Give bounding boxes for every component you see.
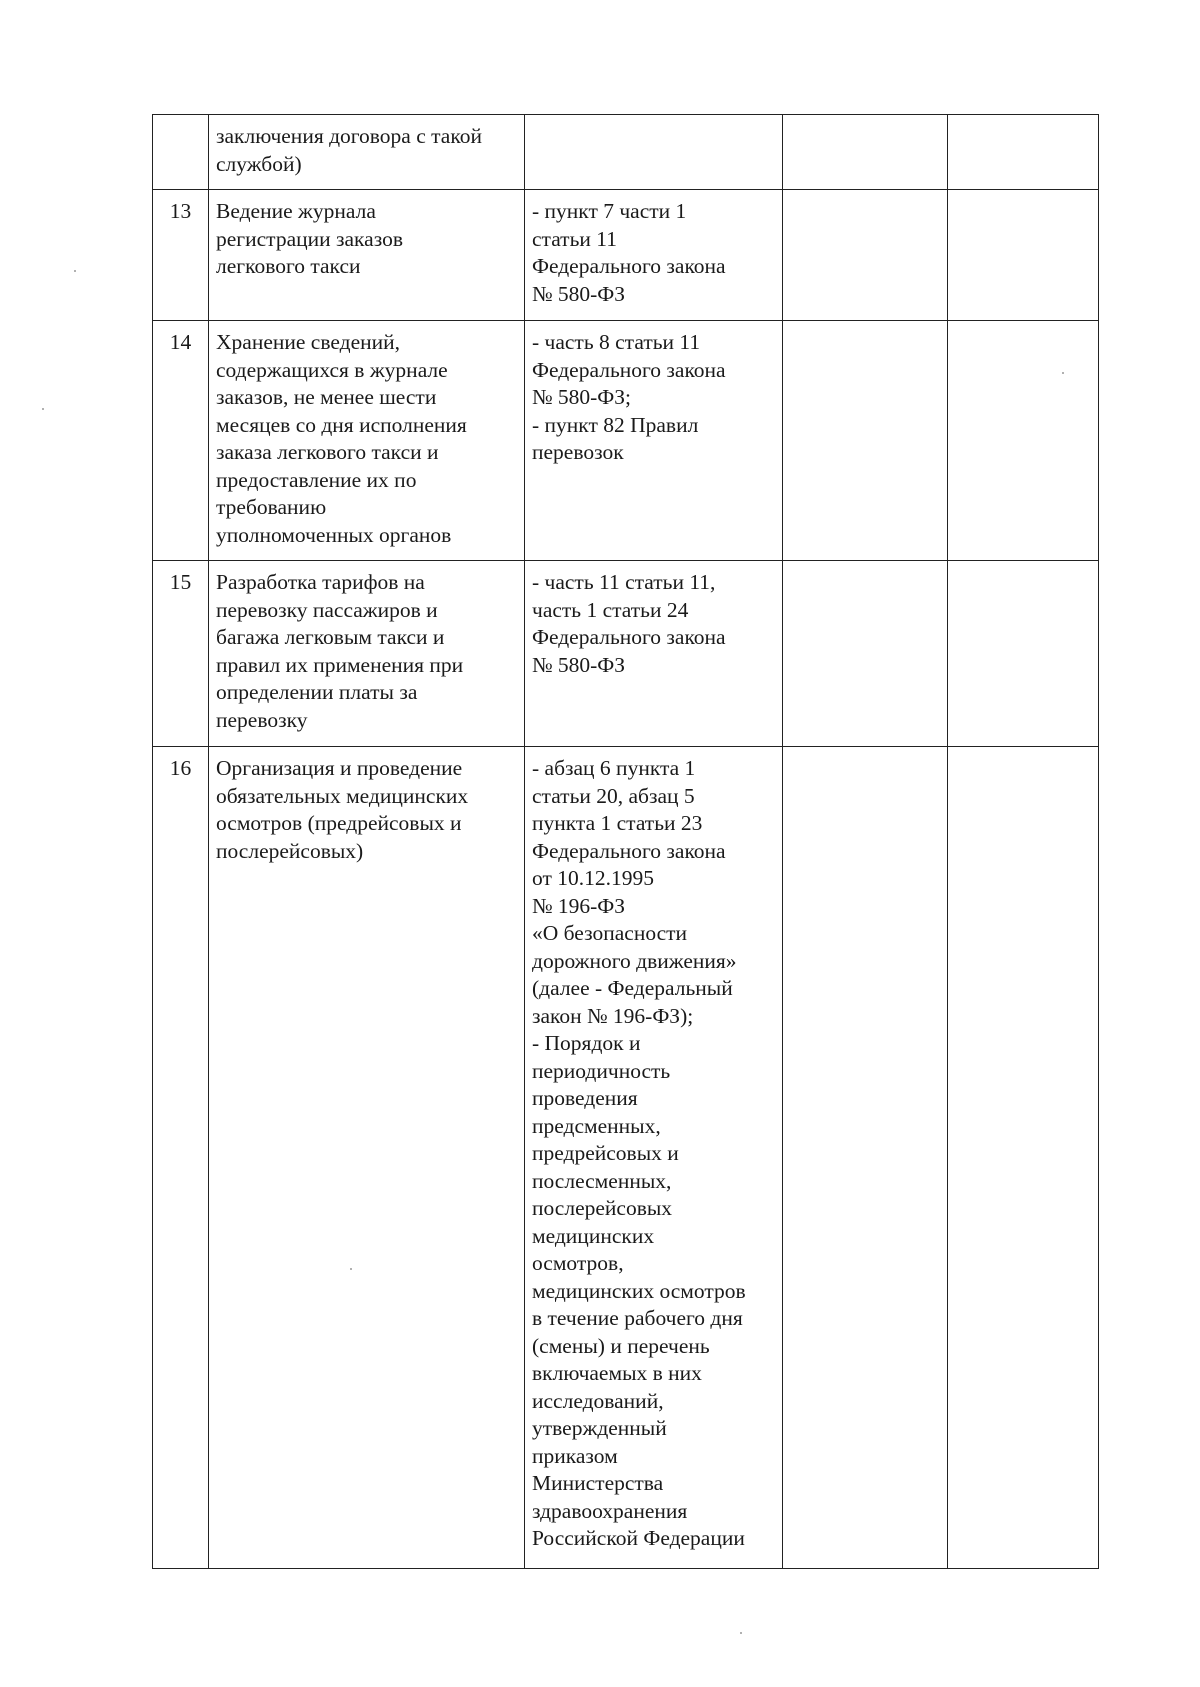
table-row	[153, 321, 1099, 561]
empty-cell	[948, 561, 1099, 747]
requirement-cell: Хранение сведений, содержащихся в журнале заказов, не менее шести месяцев со дня исполнения заказа легкового такси и предоставление их по требованию уполномоченных органов	[209, 321, 525, 561]
empty-cell	[783, 321, 948, 561]
table-row	[153, 747, 1099, 1569]
empty-cell	[783, 115, 948, 190]
table-row	[153, 561, 1099, 747]
empty-cell	[948, 115, 1099, 190]
table-row	[153, 115, 1099, 190]
requirement-cell: Разработка тарифов на перевозку пассажиров и багажа легковым такси и правил их применения при определении платы за перевозку	[209, 561, 525, 747]
empty-cell	[783, 747, 948, 1569]
requirements-table	[152, 114, 1099, 1569]
row-number	[153, 115, 209, 190]
empty-cell	[948, 747, 1099, 1569]
requirement-cell: Ведение журнала регистрации заказов легкового такси	[209, 190, 525, 321]
legal-basis-cell: - часть 11 статьи 11, часть 1 статьи 24 Федерального закона № 580-ФЗ	[525, 561, 783, 747]
empty-cell	[783, 190, 948, 321]
scan-speck	[74, 270, 76, 272]
empty-cell	[948, 321, 1099, 561]
legal-basis-cell: - часть 8 статьи 11 Федерального закона № 580-ФЗ; - пункт 82 Правил перевозок	[525, 321, 783, 561]
scan-speck	[350, 1268, 352, 1270]
empty-cell	[783, 561, 948, 747]
scan-speck	[740, 1632, 742, 1634]
table-row	[153, 190, 1099, 321]
requirement-cell: Организация и проведение обязательных медицинских осмотров (предрейсовых и послерейсовых)	[209, 747, 525, 1569]
legal-basis-cell: - абзац 6 пункта 1 статьи 20, абзац 5 пункта 1 статьи 23 Федерального закона от 10.12.1995 № 196-ФЗ «О безопасности дорожного движения» (далее - Федеральный закон № 196-ФЗ); - Порядок и периодичность проведения предсменных, предрейсовых и послесменных, послерейсовых медицинских осмотров, медицинских осмотров в течение рабочего дня (смены) и перечень включаемых в них исследований, утвержденный приказом Министерства здравоохранения Российской Федерации	[525, 747, 783, 1569]
empty-cell	[948, 190, 1099, 321]
requirement-cell: заключения договора с такой службой)	[209, 115, 525, 190]
row-number: 14	[153, 321, 209, 561]
row-number: 16	[153, 747, 209, 1569]
scan-speck	[42, 408, 44, 410]
legal-basis-cell: - пункт 7 части 1 статьи 11 Федерального закона № 580-ФЗ	[525, 190, 783, 321]
scan-speck	[1062, 372, 1064, 374]
row-number: 13	[153, 190, 209, 321]
legal-basis-cell	[525, 115, 783, 190]
row-number: 15	[153, 561, 209, 747]
